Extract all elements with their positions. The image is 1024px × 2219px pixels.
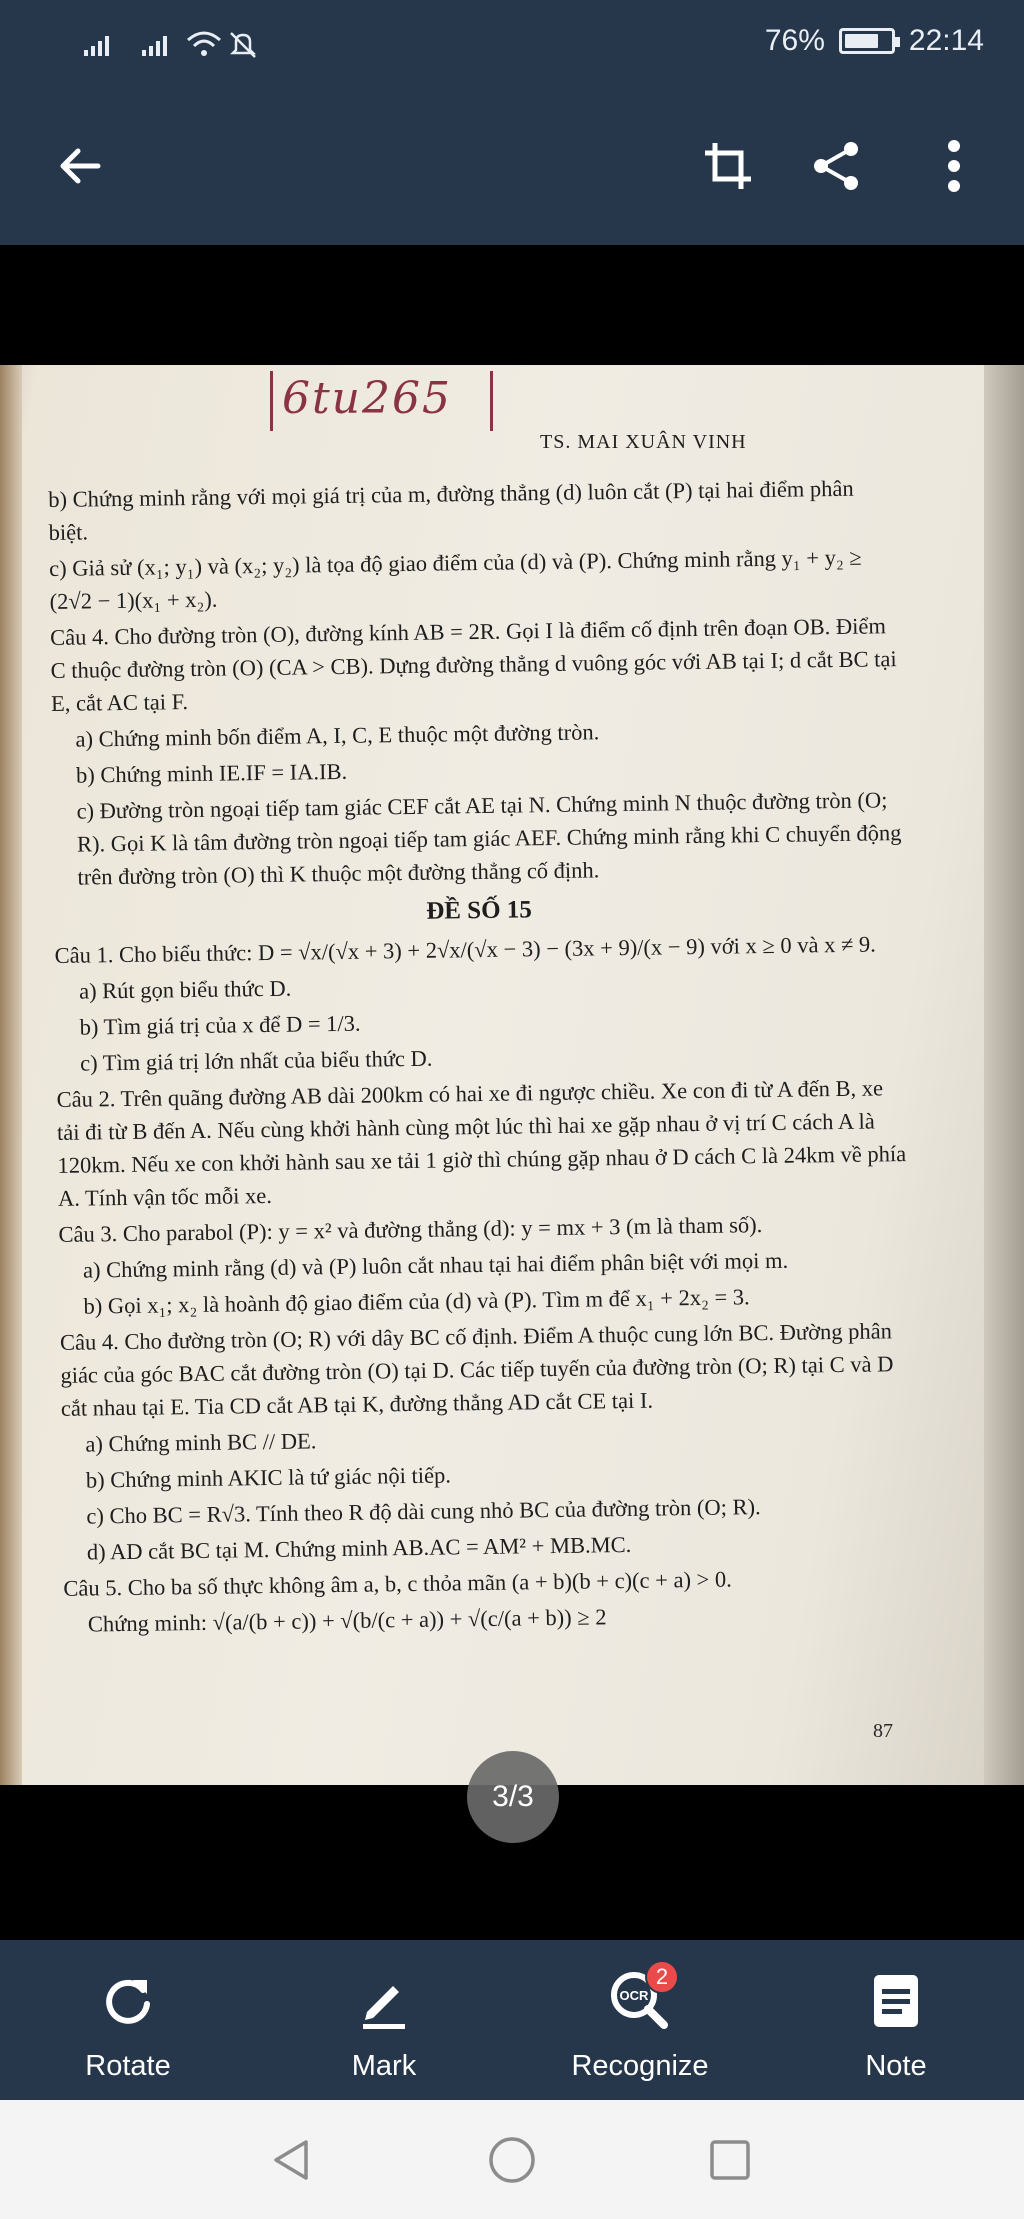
text-line: a) Chứng minh BC // DE. [85, 1428, 317, 1457]
section-title: ĐỀ SỐ 15 [426, 896, 532, 925]
text-line: Câu 2. Trên quãng đường AB dài 200km có hai xe đi ngược chiều. Xe con đi từ A đến B, xe tải đi từ B đến A. Nếu cùng khởi hành cùng một lúc thì hai xe gặp nhau ở vị trí C cách A là 120km. Nếu xe con khởi hành sau xe tải 1 giờ thì chúng gặp nhau ở D cách C là 24km về phía A. Tính vận tốc mỗi xe. [56, 1075, 911, 1211]
handwriting-stroke [490, 371, 493, 431]
more-icon[interactable] [918, 130, 990, 202]
text-line: Câu 5. Cho ba số thực không âm a, b, c thỏa mãn (a + b)(b + c)(c + a) > 0. [63, 1566, 732, 1601]
note-icon [861, 1966, 931, 2036]
handwritten-note: 6tu265 [282, 373, 452, 424]
text-line: b) Chứng minh IE.IF = IA.IB. [75, 758, 348, 788]
share-icon[interactable] [800, 130, 872, 202]
signal-icon [84, 34, 109, 56]
action-label: Mark [351, 2050, 417, 2082]
clock: 22:14 [908, 24, 984, 57]
wifi-icon [186, 30, 222, 58]
rotate-button[interactable] [0, 1940, 256, 2100]
text-line: a) Chứng minh bốn điểm A, I, C, E thuộc một đường tròn. [75, 719, 600, 752]
rotate-icon [93, 1966, 163, 2036]
text-line: b) Chứng minh rằng với mọi giá trị của m, đường thẳng (d) luôn cắt (P) tại hai điểm phân biệt. [48, 475, 860, 545]
home-circle-icon[interactable] [482, 2130, 542, 2190]
notification-badge: 2 [645, 1960, 679, 1994]
text-line: c) Đường tròn ngoại tiếp tam giác CEF cắt AE tại N. Chứng minh N thuộc đường tròn (O; R). Gọi K là tâm đường tròn ngoại tiếp tam giác AEF. Chứng minh rằng khi C chuyển động trên đường tròn (O) thì K thuộc một đường thẳng cố định. [76, 787, 908, 890]
battery-percent: 76% [764, 24, 825, 57]
system-navigation-bar [0, 2100, 1024, 2219]
status-bar [0, 0, 1024, 90]
note-button[interactable] [768, 1940, 1024, 2100]
text-line: Câu 4. Cho đường tròn (O), đường kính AB = 2R. Gọi I là điểm cố định trên đoạn OB. Điểm C thuộc đường tròn (O) (CA > CB). Dựng đường thẳng d vuông góc với AB tại I; d cắt BC tại E, cắt AC tại F. [49, 613, 903, 716]
recognize-button[interactable] [512, 1940, 768, 2100]
text-line: c) Giả sử (x₁; y₁) và (x₂; y₂) là tọa độ giao điểm của (d) và (P). Chứng minh rằng y₁ + y₂ ≥ (2√2 − 1)(x₁ + x₂). [49, 544, 868, 614]
recents-square-icon[interactable] [700, 2130, 760, 2190]
bottom-action-bar [0, 1940, 1024, 2100]
top-toolbar [0, 90, 1024, 245]
text-line: b) Gọi x₁; x₂ là hoành độ giao điểm của (d) và (P). Tìm m để x₁ + 2x₂ = 3. [83, 1284, 750, 1319]
signal-icon [142, 34, 167, 56]
mark-pen-icon [349, 1966, 419, 2036]
page-indicator: 3/3 [467, 1751, 559, 1843]
handwriting-stroke [270, 371, 273, 431]
ocr-search-icon [605, 1966, 675, 2036]
status-right [765, 24, 984, 58]
action-label: Note [865, 2050, 927, 2082]
battery-icon [839, 28, 895, 54]
text-line: Câu 3. Cho parabol (P): y = x² và đường thẳng (d): y = mx + 3 (m là tham số). [58, 1212, 763, 1247]
photo-viewport[interactable] [0, 245, 1024, 1870]
text-line: Chứng minh: √(a/(b + c)) + √(b/(c + a)) + √(c/(a + b)) ≥ 2 [87, 1604, 607, 1637]
text-line: b) Chứng minh AKIC là tứ giác nội tiếp. [85, 1462, 452, 1493]
text-line: c) Tìm giá trị lớn nhất của biểu thức D. [79, 1045, 433, 1076]
crop-icon[interactable] [692, 130, 764, 202]
paper-shadow-right [984, 365, 1024, 1785]
back-triangle-icon[interactable] [262, 2130, 322, 2190]
document-header: TS. MAI XUÂN VINH [540, 431, 747, 453]
paper-shadow-left [0, 365, 22, 1785]
svg-text:OCR: OCR [619, 1988, 649, 2003]
text-line: Câu 1. Cho biểu thức: D = √x/(√x + 3) + 2√x/(√x − 3) − (3x + 9)/(x − 9) với x ≥ 0 và x ≠ 9. [54, 931, 876, 968]
back-arrow-icon[interactable] [44, 130, 116, 202]
action-label: Recognize [571, 2050, 709, 2082]
mark-button[interactable] [256, 1940, 512, 2100]
text-line: c) Cho BC = R√3. Tính theo R độ dài cung nhỏ BC của đường tròn (O; R). [86, 1494, 761, 1529]
document-photo [0, 365, 1024, 1785]
text-line: a) Rút gọn biểu thức D. [78, 975, 292, 1004]
mute-icon [228, 30, 258, 60]
text-line: b) Tìm giá trị của x để D = 1/3. [79, 1010, 361, 1040]
text-line: a) Chứng minh rằng (d) và (P) luôn cắt nhau tại hai điểm phân biệt với mọi m. [82, 1247, 789, 1283]
page-number: 87 [873, 1720, 893, 1742]
text-line: Câu 4. Cho đường tròn (O; R) với dây BC cố định. Điểm A thuộc cung lớn BC. Đường phân giác của góc BAC cắt đường tròn (O) tại D. Các tiếp tuyến của đường tròn (O; R) tại C và D cắt nhau tại E. Tia CD cắt AB tại K, đường thẳng AD cắt CE tại I. [59, 1318, 900, 1421]
document-text [48, 471, 914, 1644]
text-line: d) AD cắt BC tại M. Chứng minh AB.AC = AM² + MB.MC. [86, 1531, 632, 1565]
action-label: Rotate [85, 2050, 171, 2082]
